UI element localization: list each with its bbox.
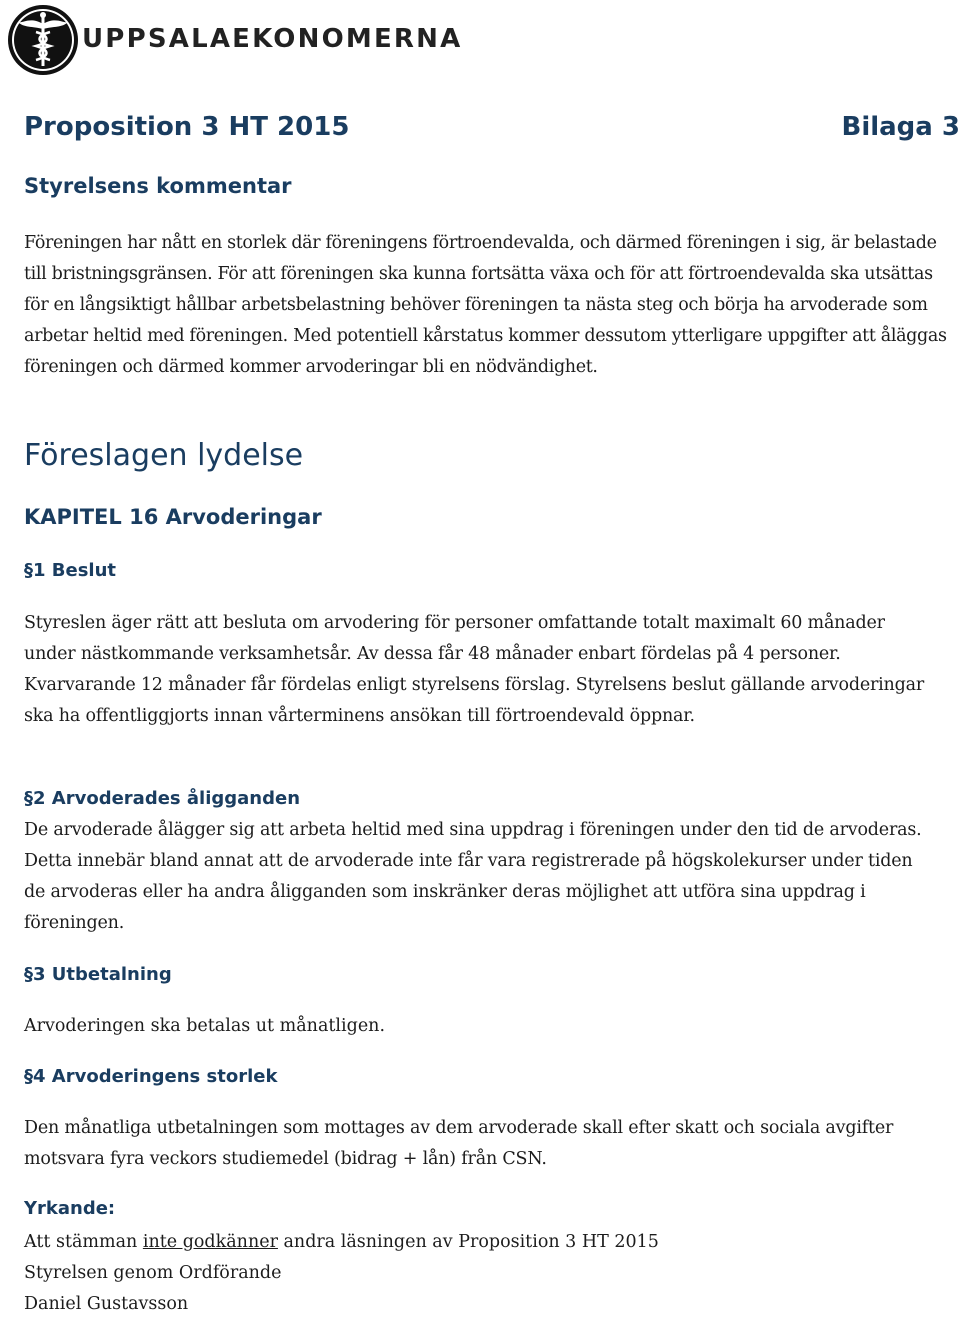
proposed-wording-heading: Föreslagen lydelse — [24, 438, 303, 473]
signed-by: Styrelsen genom Ordförande — [24, 1258, 281, 1289]
section-3-heading: §3 Utbetalning — [24, 964, 172, 985]
document-title: Proposition 3 HT 2015 — [24, 112, 349, 142]
section-2-text: De arvoderade ålägger sig att arbeta heltid med sina uppdrag i föreningen under den tid de arvoderas. Detta innebär bland annat att de arvoderade inte får vara registrerade på högskolekurser under tiden de arvoderas eller ha andra åligganden som inskränker deras möjlighet att utföra sina uppdrag i föreningen. — [24, 815, 929, 939]
chapter-heading: KAPITEL 16 Arvoderingar — [24, 505, 322, 529]
claim-label: Yrkande: — [24, 1198, 115, 1219]
logo-wordmark: UPPSALAEKONOMERNA — [82, 24, 462, 54]
section-3-text: Arvoderingen ska betalas ut månatligen. — [24, 1011, 959, 1042]
section-1-heading: §1 Beslut — [24, 560, 116, 581]
page-header — [6, 0, 462, 80]
section-4-heading: §4 Arvoderingens storlek — [24, 1066, 277, 1087]
caduceus-emblem-icon — [6, 2, 80, 78]
section-4-text: Den månatliga utbetalningen som mottages av dem arvoderade skall efter skatt och sociala avgifter motsvara fyra veckors studiemedel (bidrag + lån) från CSN. — [24, 1113, 929, 1175]
section-2-heading: §2 Arvoderades åligganden — [24, 788, 300, 809]
board-comment-heading: Styrelsens kommentar — [24, 174, 292, 198]
claim-emphasis: inte godkänner — [143, 1232, 278, 1252]
appendix-label: Bilaga 3 — [842, 112, 960, 142]
section-1-text: Styreslen äger rätt att besluta om arvodering för personer omfattande totalt maximalt 60 månader under nästkommande verksamhetsår. Av dessa får 48 månader enbart fördelas på 4 personer. Kvarvarande 12 månader får fördelas enligt styrelsens förslag. Styrelsens beslut gällande arvoderingar ska ha offentliggjorts innan vårterminens ansökan till förtroendevald öppnar. — [24, 608, 929, 732]
board-comment-text: Föreningen har nått en storlek där föreningens förtroendevalda, och därmed föreningen i sig, är belastade till bristningsgränsen. För att föreningen ska kunna fortsätta växa och för att förtroendevalda ska utsättas för en långsiktigt hållbar arbetsbelastning behöver föreningen ta nästa steg och börja ha arvoderade som arbetar heltid med föreningen. Med potentiell kårstatus kommer dessutom ytterligare uppgifter att åläggas föreningen och därmed kommer arvoderingar bli en nödvändighet. — [24, 228, 959, 383]
signatory-name: Daniel Gustavsson — [24, 1289, 188, 1320]
title-row — [24, 112, 960, 152]
claim-text-after: andra läsningen av Proposition 3 HT 2015 — [278, 1232, 659, 1252]
claim-line — [24, 1227, 659, 1258]
claim-text-before: Att stämman — [24, 1232, 143, 1252]
